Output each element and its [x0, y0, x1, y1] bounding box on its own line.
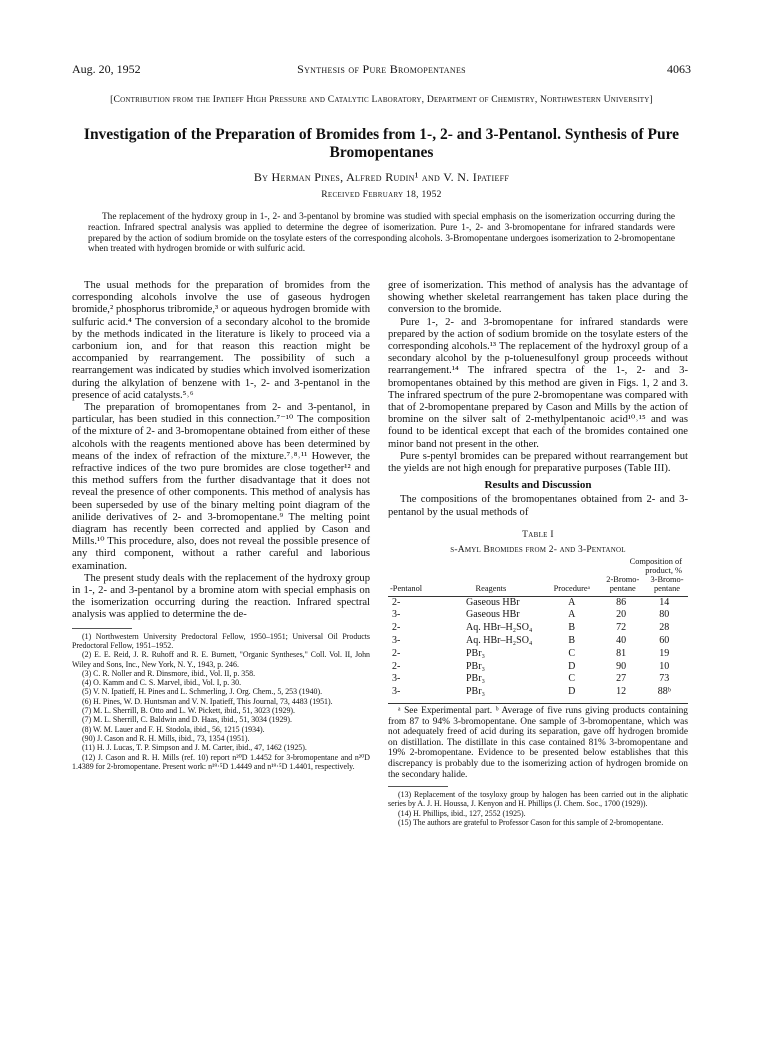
cell-3-bromopentane: 60 — [659, 635, 670, 647]
cell-procedure: D — [568, 660, 576, 672]
running-head — [72, 62, 691, 78]
table-subtitle: s-Amyl Bromides from 2- and 3-Pentanol — [450, 545, 626, 556]
table-footnote: ᵃ See Experimental part. ᵇ Average of five runs giving products containing from 87 to 94% 3-bromopentane. One sample of 3-bromopentane, which was not adequately freed of acid during its separation, gave off hydrogen bromide on distillation. The distillate in this case contained 81% 3-bromopentane and 19% 2-bromopentane. Evidence to be presented below establishes that this discrepancy is probably due to the isomerizing action of hydrogen bromide on the secondary halide. — [388, 703, 688, 780]
col-header-3-bromopentane: 3-Bromo- pentane — [650, 575, 684, 594]
author-line: By Herman Pines, Alfred Rudin¹ and V. N. Ipatieff — [253, 170, 510, 184]
cell-reagent: PBr₃ — [466, 647, 486, 659]
footnote: (1) Northwestern University Predoctoral Fellow, 1950–1951; Universal Oil Products Predoctoral Fellow, 1951–1952. — [72, 631, 370, 650]
body-paragraph: The compositions of the bromopentanes obtained from 2- and 3-pentanol by the usual methods of — [388, 494, 688, 518]
cell-2-bromopentane: 90 — [616, 660, 627, 672]
footnote: (15) The authors are grateful to Professor Cason for this sample of 2-bromopentane. — [398, 818, 664, 828]
footnote-rule — [72, 628, 132, 629]
footnote: (3) C. R. Noller and R. Dinsmore, ibid., Vol. II, p. 358. — [82, 668, 256, 678]
table-i — [388, 558, 688, 699]
article-title: Investigation of the Preparation of Bromides from 1-, 2- and 3-Pentanol. Synthesis of Pure Bromopentanes — [83, 126, 680, 161]
body-paragraph: The present study deals with the replacement of the hydroxy group in 1-, 2- and 3-pentanol by a bromine atom with special emphasis on the isomerization occurring during the reaction. Infrared spectral analysis was applied to determine the de- — [72, 572, 370, 621]
left-column — [72, 280, 370, 771]
cell-pentanol: 2- — [392, 647, 401, 659]
cell-2-bromopentane: 20 — [616, 609, 627, 621]
cell-2-bromopentane: 27 — [616, 673, 627, 685]
col-header-pentanol: -Pentanol — [388, 558, 440, 596]
table-row — [388, 635, 688, 648]
table-row — [388, 661, 688, 674]
footnote: (11) H. J. Lucas, T. P. Simpson and J. M. Carter, ibid., 47, 1462 (1925). — [82, 743, 307, 753]
cell-procedure: A — [568, 609, 576, 621]
cell-3-bromopentane: 19 — [659, 647, 670, 659]
cell-pentanol: 2- — [392, 622, 401, 634]
cell-reagent: PBr₃ — [466, 660, 486, 672]
cell-reagent: Aq. HBr–H₂SO₄ — [466, 635, 533, 647]
running-head-title: Synthesis of Pure Bromopentanes — [297, 62, 466, 76]
cell-pentanol: 3- — [392, 673, 401, 685]
footnote: (8) W. M. Lauer and F. H. Stodola, ibid., 56, 1215 (1934). — [82, 724, 265, 734]
cell-pentanol: 3- — [392, 609, 401, 621]
body-paragraph: Pure 1-, 2- and 3-bromopentane for infrared standards were prepared by the action of sodium bromide on the tosylate esters of the corresponding alcohols.¹³ The replacement of the hydroxyl group of a secondary alcohol by the p-toluenesulfonyl group proceeds without rearrangement.¹⁴ The infrared spectra of the 1-, 2- and 3-bromopentanes obtained by this method are given in Figs. 1, 2 and 3. The infrared spectrum of the pure 2-bromopentane was compared with that of 2-bromopentane prepared by Cason and Mills by the action of bromine on the silver salt of 2-methylpentanoic acid¹⁰˒¹⁵ and was found to be identical except that each of the bromides contained one minor band not present in the other. — [388, 316, 688, 450]
cell-procedure: D — [568, 686, 576, 698]
col-header-procedure: Procedureᵃ — [542, 558, 602, 596]
table-row — [388, 686, 688, 699]
body-paragraph: The usual methods for the preparation of bromides from the corresponding alcohols involve the use of gaseous hydrogen bromide,² phosphorus tribromide,³ or aqueous hydrogen bromide with sulfuric acid.⁴ The conversion of a secondary alcohol to the bromide by the methods indicated in the literature is likely to proceed via a carbonium ion, and for that reason this reaction might be accompanied by rearrangement. The possibility of such a rearrangement was indicated by studies which involved isomerization during the alkylation of benzene with 1-, 2- and 3-pentanol in the presence of acid catalysts.⁵˒⁶ — [72, 280, 370, 401]
cell-3-bromopentane: 14 — [659, 596, 670, 608]
footnote: (7) M. L. Sherrill, B. Otto and L. W. Pickett, ibid., 51, 3023 (1929). — [82, 706, 296, 716]
cell-pentanol: 2- — [392, 660, 401, 672]
cell-3-bromopentane: 73 — [659, 673, 670, 685]
cell-2-bromopentane: 40 — [616, 635, 627, 647]
left-footnotes — [72, 632, 370, 771]
cell-reagent: Aq. HBr–H₂SO₄ — [466, 622, 533, 634]
page-number: 4063 — [667, 62, 691, 76]
body-paragraph: The preparation of bromopentanes from 2- and 3-pentanol, in particular, has been studied in this connection.⁷⁻¹⁰ The composition of the mixture of 2- and 3-bromopentane obtained from either of these alcohols with the reagents mentioned above has been determined by means of the index of refraction of the mixture.⁷˒⁸˒¹¹ However, the refractive indices of the two pure bromides are close together¹² and this method suffers from the further disadvantage that it does not reveal the presence of other components. This method of analysis has been superseded by use of the binary melting point diagram of the anilide derivatives of 2- and 3-bromopentane.⁹ The melting point diagram has recently been corrected and applied by Cason and Mills.¹⁰ This procedure, also, does not reveal the possible presence of any third component, without a rather careful and laborious examination. — [72, 402, 370, 572]
table-row — [388, 673, 688, 686]
footnote: (14) H. Phillips, ibid., 127, 2552 (1925). — [398, 808, 526, 818]
table-row — [388, 596, 688, 609]
col-header-composition — [602, 558, 688, 596]
cell-reagent: Gaseous HBr — [466, 609, 520, 621]
cell-procedure: A — [568, 596, 576, 608]
abstract: The replacement of the hydroxy group in 1-, 2- and 3-pentanol by bromine was studied with special emphasis on the isomerization occurring during the reaction. Infrared spectral analysis was applied to determine the degree of isomerization. Pure 1-, 2- and 3-bromopentane for infrared standards were prepared by the action of sodium bromide on the tosylate esters of the corresponding alcohols. 3-Bromopentane undergoes isomerization to 2-bromopentane when treated with hydrogen bromide or with sulfuric acid. — [88, 212, 675, 255]
cell-pentanol: 3- — [392, 686, 401, 698]
cell-2-bromopentane: 72 — [616, 622, 627, 634]
footnote: (6) H. Pines, W. D. Huntsman and V. N. Ipatieff, This Journal, 73, 4483 (1951). — [82, 696, 333, 706]
table-row — [388, 609, 688, 622]
table-row — [388, 648, 688, 661]
footnote-rule — [388, 786, 448, 787]
col-header-reagents: Reagents — [440, 558, 542, 596]
body-paragraph: Pure s-pentyl bromides can be prepared without rearrangement but the yields are not high enough for preparative purposes (Table III). — [388, 450, 688, 475]
cell-procedure: B — [568, 635, 576, 647]
cell-2-bromopentane: 86 — [616, 596, 627, 608]
cell-reagent: PBr₃ — [466, 673, 486, 685]
cell-3-bromopentane: 88ᵇ — [657, 686, 671, 698]
body-paragraph: gree of isomerization. This method of analysis has the advantage of showing whether skeletal rearrangement has taken place during the conversion to the bromide. — [388, 280, 688, 316]
right-footnotes — [388, 790, 688, 827]
cell-procedure: C — [568, 647, 576, 659]
footnote: (4) O. Kamm and C. S. Marvel, ibid., Vol. I, p. 30. — [82, 678, 242, 688]
footnote: (5) V. N. Ipatieff, H. Pines and L. Schmerling, J. Org. Chem., 5, 253 (1940). — [82, 687, 323, 697]
table-row — [388, 622, 688, 635]
cell-3-bromopentane: 80 — [659, 609, 670, 621]
section-heading: Results and Discussion — [484, 479, 592, 492]
footnote: (7) M. L. Sherrill, C. Baldwin and D. Haas, ibid., 51, 3034 (1929). — [82, 715, 292, 725]
col-header-2-bromopentane: 2-Bromo- pentane — [606, 575, 640, 594]
footnote: (13) Replacement of the tosyloxy group by halogen has been carried out in the aliphatic series by A. J. H. Houssa, J. Kenyon and H. Phillips (J. Chem. Soc., 1700 (1929)). — [388, 790, 688, 809]
composition-label: Composition of product, % — [629, 557, 682, 575]
table-caption: Table I — [522, 529, 554, 540]
cell-pentanol: 2- — [392, 596, 401, 608]
received-date: Received February 18, 1952 — [321, 190, 442, 200]
cell-procedure: C — [568, 673, 576, 685]
cell-3-bromopentane: 28 — [659, 622, 670, 634]
cell-reagent: PBr₃ — [466, 686, 486, 698]
cell-procedure: B — [568, 622, 576, 634]
cell-reagent: Gaseous HBr — [466, 596, 520, 608]
right-column — [388, 280, 688, 827]
cell-2-bromopentane: 81 — [616, 647, 627, 659]
footnote: (2) E. E. Reid, J. R. Ruhoff and R. E. Burnett, "Organic Syntheses," Coll. Vol. II, John Wiley and Sons, Inc., New York, N. Y., 1943, p. 246. — [72, 650, 370, 669]
footnote: (12) J. Cason and R. H. Mills (ref. 10) report n²⁰D 1.4452 for 3-bromopentane and n²⁰D 1.4389 for 2-bromopentane. Present work: n¹⁹·⁵D 1.4449 and n¹⁹·⁵D 1.4401, respectively. — [72, 752, 370, 771]
footnote: (90) J. Cason and R. H. Mills, ibid., 73, 1354 (1951). — [82, 733, 250, 743]
contribution-line: [Contribution from the Ipatieff High Pressure and Catalytic Laboratory, Department of Chemistry, Northwestern University] — [110, 94, 653, 105]
running-head-date: Aug. 20, 1952 — [72, 62, 141, 76]
cell-pentanol: 3- — [392, 635, 401, 647]
cell-2-bromopentane: 12 — [616, 686, 627, 698]
cell-3-bromopentane: 10 — [659, 660, 670, 672]
